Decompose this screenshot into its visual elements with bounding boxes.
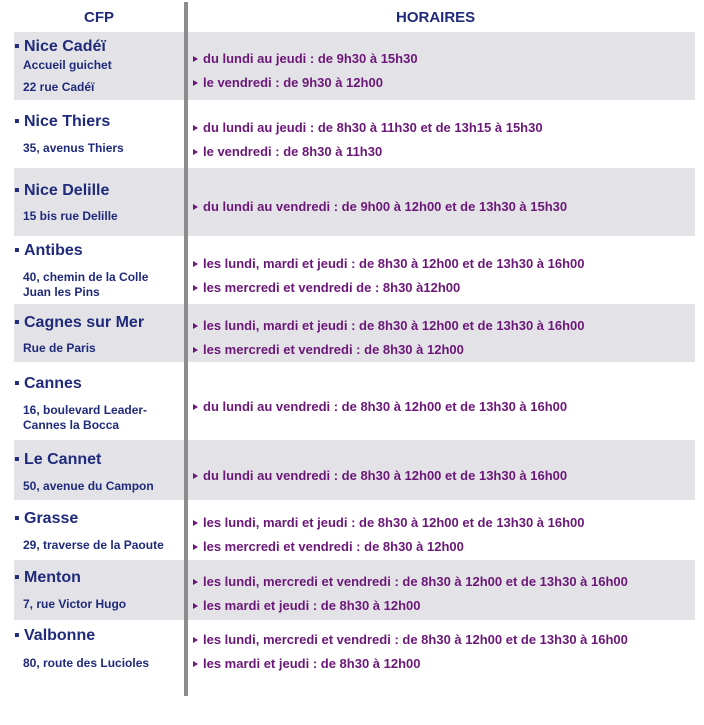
cfp-address-line: 40, chemin de la Colle: [23, 270, 149, 284]
horaires-cell: [190, 32, 695, 100]
table-row: [14, 440, 695, 500]
table-row: [14, 560, 695, 620]
cfp-address-line: Cannes la Bocca: [23, 418, 120, 432]
triangle-bullet-icon: [193, 80, 198, 86]
schedule-text: les lundi, mardi et jeudi : de 8h30 à 12h00 et de 13h30 à 16h00: [203, 318, 585, 333]
square-bullet-icon: ▪: [14, 451, 20, 468]
schedule-text: les mercredi et vendredi de : 8h30 à12h00: [203, 280, 461, 295]
cfp-name: [14, 510, 78, 528]
schedule-text: les mercredi et vendredi : de 8h30 à 12h00: [203, 539, 464, 554]
schedule-line: [193, 342, 464, 357]
schedule-line: [193, 318, 585, 333]
square-bullet-icon: ▪: [14, 510, 20, 527]
cfp-name: [14, 182, 109, 200]
horaires-cell: [190, 362, 695, 440]
cfp-name: [14, 569, 81, 587]
cfp-name-text: Nice Cadéï: [24, 38, 106, 55]
square-bullet-icon: ▪: [14, 38, 20, 55]
schedule-line: [193, 468, 567, 483]
triangle-bullet-icon: [193, 204, 198, 210]
schedule-line: [193, 199, 567, 214]
triangle-bullet-icon: [193, 56, 198, 62]
header-horaires: HORAIRES: [396, 9, 476, 26]
schedule-text: le vendredi : de 9h30 à 12h00: [203, 75, 383, 90]
schedule-line: [193, 51, 418, 66]
square-bullet-icon: ▪: [14, 182, 20, 199]
cfp-address-line: 50, avenue du Campon: [23, 479, 154, 493]
schedule-line: [193, 399, 567, 414]
schedule-text: du lundi au jeudi : de 9h30 à 15h30: [203, 51, 418, 66]
schedule-line: [193, 574, 628, 589]
schedule-line: [193, 515, 585, 530]
triangle-bullet-icon: [193, 579, 198, 585]
header-cfp: CFP: [84, 9, 114, 26]
schedule-text: les lundi, mercredi et vendredi : de 8h30 à 12h00 et de 13h30 à 16h00: [203, 632, 628, 647]
cfp-name: [14, 627, 95, 645]
table-row: [14, 620, 695, 679]
cfp-cell: [14, 32, 184, 100]
cfp-name: [14, 113, 110, 131]
triangle-bullet-icon: [193, 637, 198, 643]
cfp-address-line: Accueil guichet: [23, 58, 112, 72]
schedule-line: [193, 632, 628, 647]
cfp-name-text: Cagnes sur Mer: [24, 314, 145, 331]
schedule-line: [193, 280, 460, 295]
cfp-name: [14, 375, 82, 393]
cfp-name: [14, 242, 83, 260]
schedule-text: du lundi au vendredi : de 8h30 à 12h00 et de 13h30 à 16h00: [203, 399, 568, 414]
cfp-cell: [14, 168, 184, 236]
table-row: [14, 236, 695, 304]
column-divider: [184, 2, 188, 696]
square-bullet-icon: ▪: [14, 113, 20, 130]
cfp-name-text: Valbonne: [24, 627, 96, 644]
schedule-text: les lundi, mardi et jeudi : de 8h30 à 12h00 et de 13h30 à 16h00: [203, 256, 585, 271]
cfp-address-line: 35, avenus Thiers: [23, 141, 124, 155]
cfp-name: [14, 314, 144, 332]
table-row: [14, 32, 695, 100]
square-bullet-icon: ▪: [14, 627, 20, 644]
table-row: [14, 304, 695, 362]
schedule-text: du lundi au vendredi : de 8h30 à 12h00 et de 13h30 à 16h00: [203, 468, 568, 483]
horaires-cell: [190, 168, 695, 236]
triangle-bullet-icon: [193, 473, 198, 479]
cfp-address-line: 29, traverse de la Paoute: [23, 538, 164, 552]
square-bullet-icon: ▪: [14, 375, 20, 392]
cfp-cell: [14, 304, 184, 362]
triangle-bullet-icon: [193, 520, 198, 526]
horaires-cell: [190, 304, 695, 362]
cfp-name-text: Antibes: [24, 242, 83, 259]
schedule-line: [193, 256, 585, 271]
triangle-bullet-icon: [193, 404, 198, 410]
triangle-bullet-icon: [193, 285, 198, 291]
cfp-name-text: Nice Delille: [24, 182, 110, 199]
horaires-cell: [190, 560, 695, 620]
cfp-name: [14, 451, 101, 469]
schedule-text: du lundi au vendredi : de 9h00 à 12h00 et de 13h30 à 15h30: [203, 199, 568, 214]
cfp-address-line: 15 bis rue Delille: [23, 209, 118, 223]
schedule-line: [193, 144, 382, 159]
cfp-address-line: Juan les Pins: [23, 285, 100, 299]
cfp-name-text: Menton: [24, 569, 81, 586]
cfp-name-text: Nice Thiers: [24, 113, 111, 130]
cfp-name: [14, 38, 106, 56]
horaires-cell: [190, 440, 695, 500]
schedule-line: [193, 75, 383, 90]
cfp-address-line: 80, route des Lucioles: [23, 656, 150, 670]
square-bullet-icon: ▪: [14, 314, 20, 331]
triangle-bullet-icon: [193, 603, 198, 609]
cfp-address-line: Rue de Paris: [23, 341, 96, 355]
cfp-cell: [14, 560, 184, 620]
schedule-line: [193, 120, 543, 135]
cfp-cell: [14, 362, 184, 440]
cfp-address-line: 16, boulevard Leader-: [23, 403, 148, 417]
schedule-line: [193, 539, 464, 554]
schedule-line: [193, 598, 420, 613]
schedule-text: les mardi et jeudi : de 8h30 à 12h00: [203, 598, 421, 613]
cfp-cell: [14, 100, 184, 168]
cfp-name-text: Cannes: [24, 375, 82, 392]
schedule-line: [193, 656, 420, 671]
cfp-name-text: Le Cannet: [24, 451, 102, 468]
cfp-cell: [14, 236, 184, 304]
triangle-bullet-icon: [193, 323, 198, 329]
table-header: [0, 0, 704, 32]
schedule-text: les lundi, mercredi et vendredi : de 8h30 à 12h00 et de 13h30 à 16h00: [203, 574, 628, 589]
triangle-bullet-icon: [193, 347, 198, 353]
table-row: [14, 362, 695, 440]
schedule-text: les mardi et jeudi : de 8h30 à 12h00: [203, 656, 421, 671]
cfp-cell: [14, 620, 184, 679]
cfp-address-line: 7, rue Victor Hugo: [23, 597, 127, 611]
schedule-text: du lundi au jeudi : de 8h30 à 11h30 et de 13h15 à 15h30: [203, 120, 543, 135]
square-bullet-icon: ▪: [14, 569, 20, 586]
table-row: [14, 168, 695, 236]
schedule-text: le vendredi : de 8h30 à 11h30: [203, 144, 383, 159]
schedule-text: les lundi, mardi et jeudi : de 8h30 à 12h00 et de 13h30 à 16h00: [203, 515, 585, 530]
triangle-bullet-icon: [193, 149, 198, 155]
square-bullet-icon: ▪: [14, 242, 20, 259]
schedule-text: les mercredi et vendredi : de 8h30 à 12h00: [203, 342, 464, 357]
horaires-cell: [190, 500, 695, 560]
cfp-cell: [14, 500, 184, 560]
horaires-cell: [190, 100, 695, 168]
horaires-cell: [190, 620, 695, 679]
cfp-cell: [14, 440, 184, 500]
triangle-bullet-icon: [193, 261, 198, 267]
horaires-cell: [190, 236, 695, 304]
triangle-bullet-icon: [193, 125, 198, 131]
triangle-bullet-icon: [193, 661, 198, 667]
cfp-name-text: Grasse: [24, 510, 79, 527]
table-row: [14, 500, 695, 560]
triangle-bullet-icon: [193, 544, 198, 550]
table-row: [14, 100, 695, 168]
cfp-address-line: 22 rue Cadéï: [23, 80, 95, 94]
